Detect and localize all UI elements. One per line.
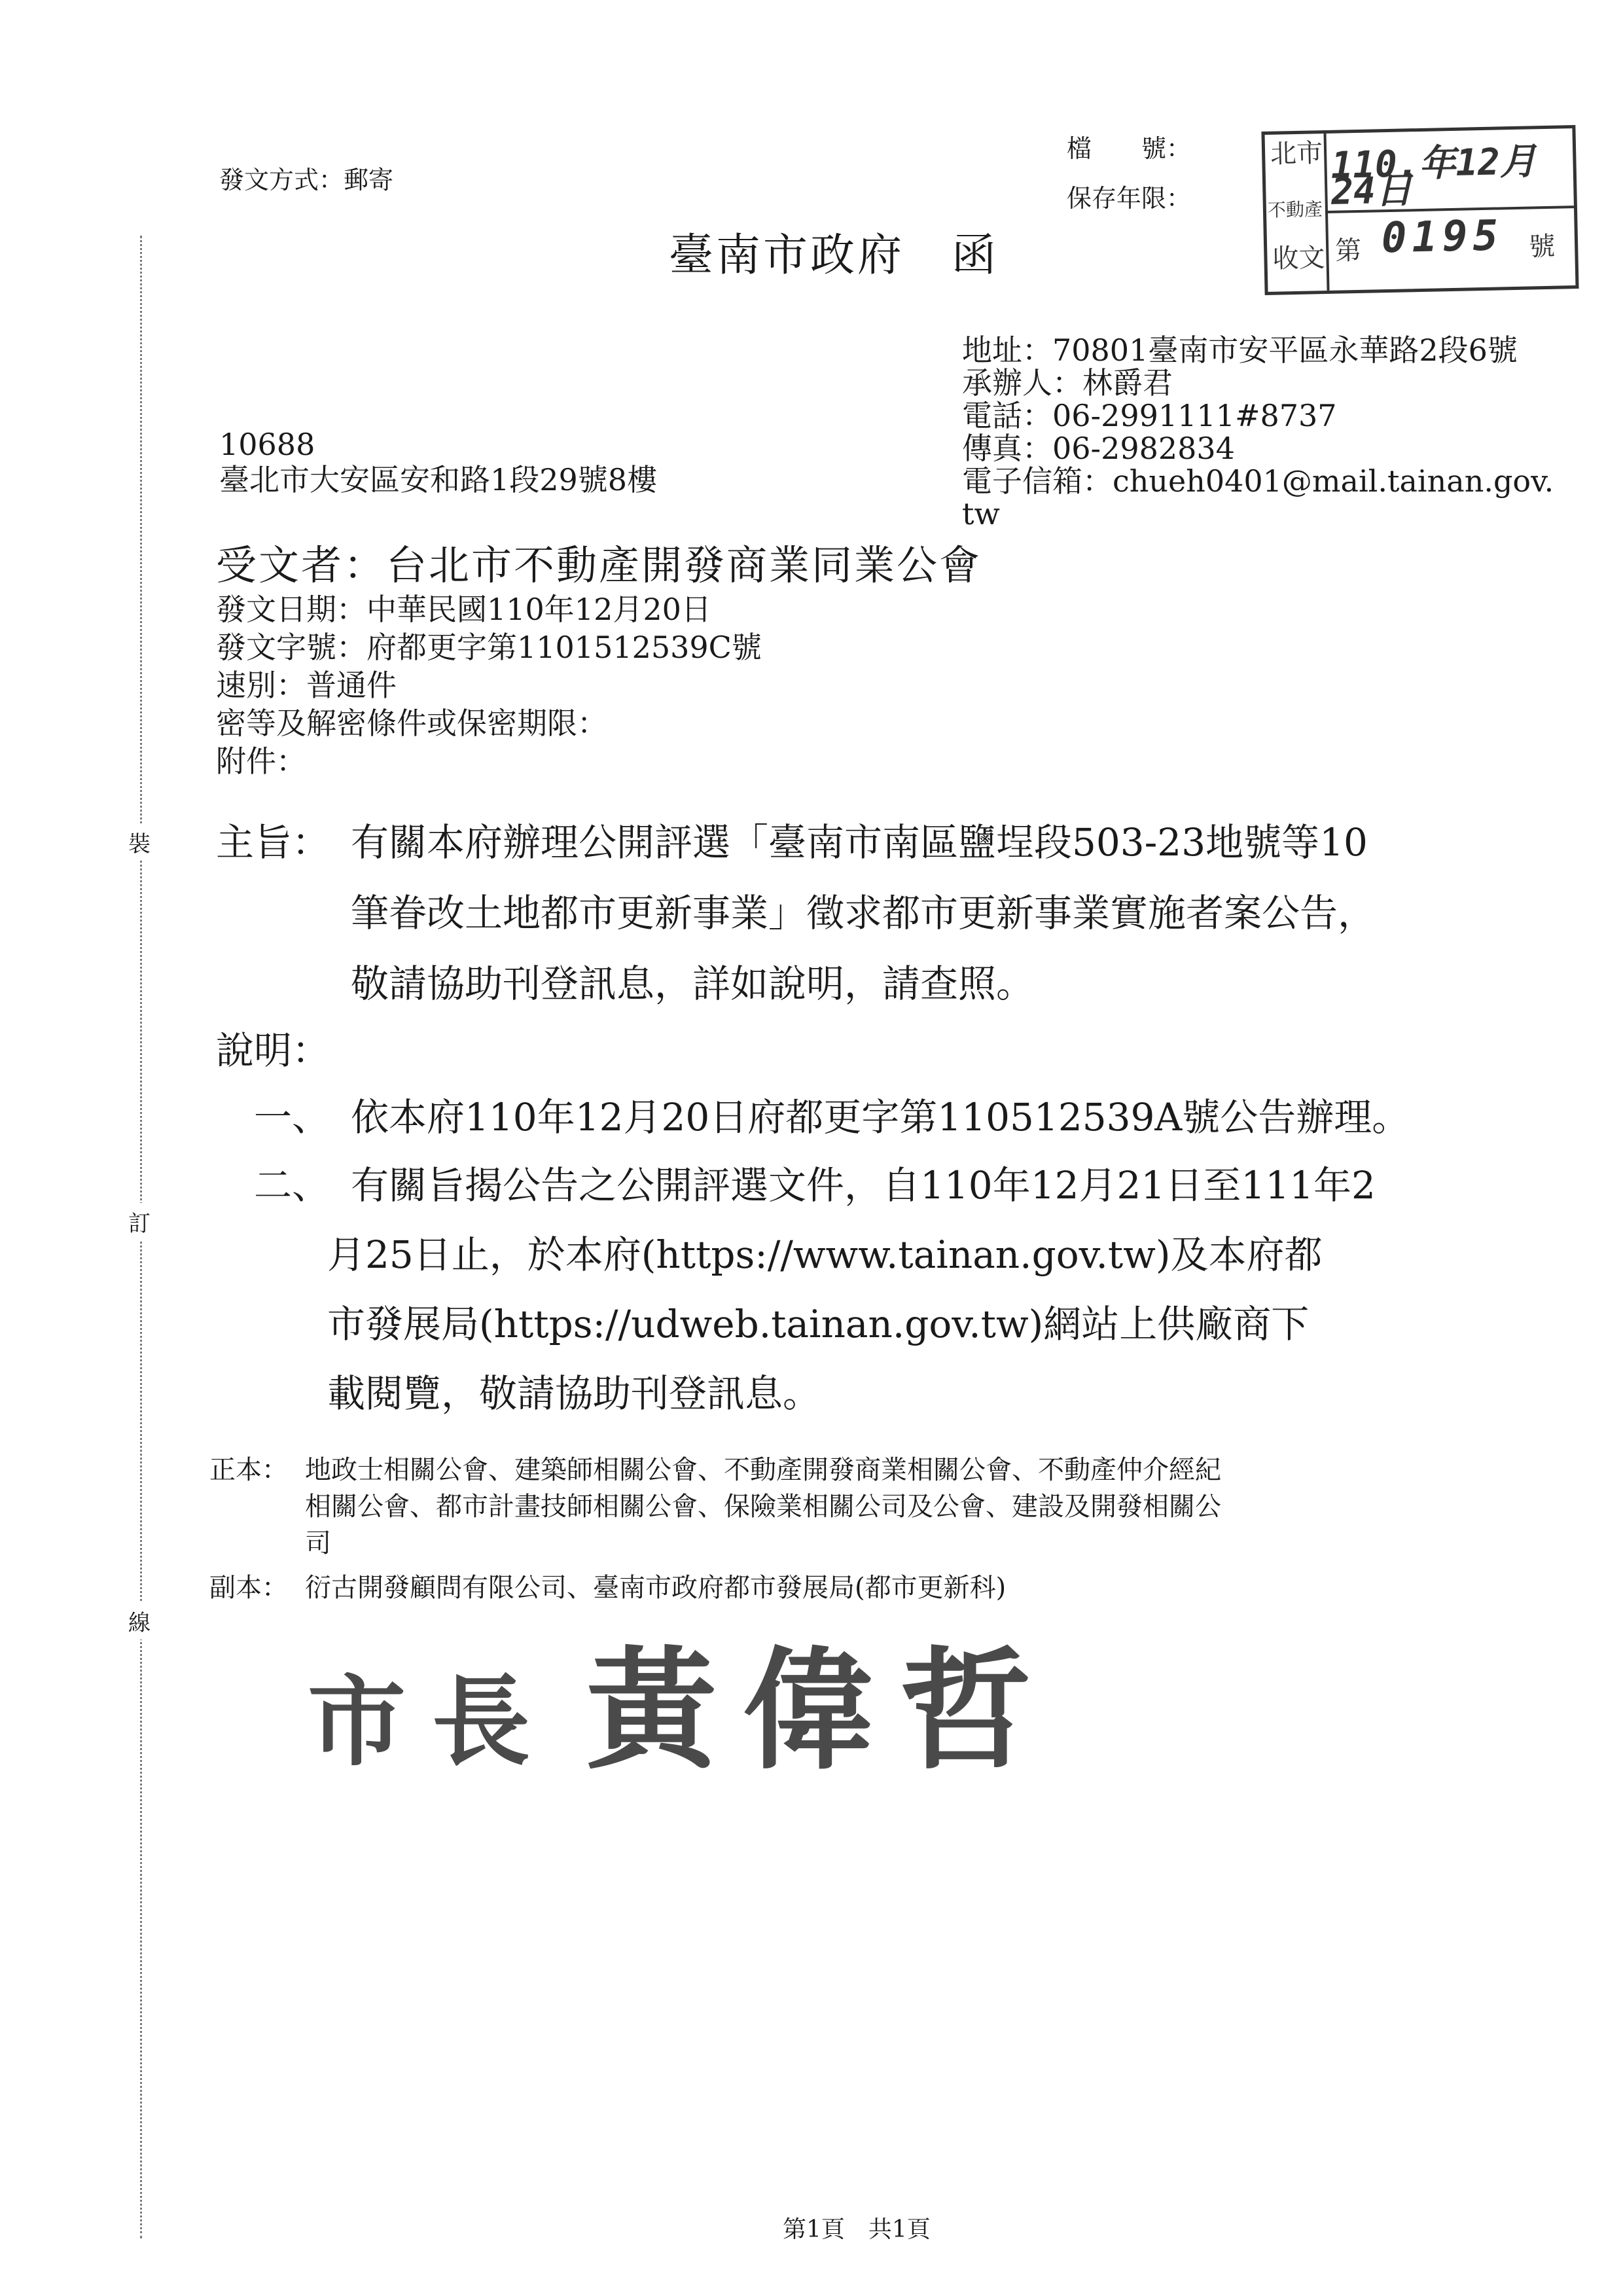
- contact-address: 地址：70801臺南市安平區永華路2段6號: [962, 332, 1518, 368]
- receipt-stamp: [1261, 125, 1578, 295]
- explanation-item-number: 一、: [254, 1095, 330, 1139]
- main-copy-line: 地政士相關公會、建築師相關公會、不動產開發商業相關公會、不動產仲介經紀: [305, 1455, 1221, 1485]
- attachment-label: 附件：: [216, 744, 306, 779]
- subject-label: 主旨：: [216, 820, 330, 865]
- subject-line: 有關本府辦理公開評選「臺南市南區鹽埕段503-23地號等10: [351, 820, 1368, 865]
- mayor-signature-seal: [308, 1635, 1093, 1787]
- contact-handler: 承辦人：林爵君: [962, 365, 1173, 401]
- subject-line: 敬請協助刊登訊息，詳如說明，請查照。: [351, 961, 1035, 1006]
- explanation-item-line: 月25日止，於本府(https://www.tainan.gov.tw)及本府都: [327, 1232, 1323, 1277]
- delivery-speed: 速別：普通件: [216, 668, 397, 703]
- carbon-copy-label: 副本：: [209, 1573, 288, 1603]
- subject-line: 筆眷改土地都市更新事業」徵求都市更新事業實施者案公告，: [351, 891, 1376, 935]
- binding-mark-xian: 線: [128, 1602, 151, 1640]
- recipient-postal-address: 臺北市大安區安和路1段29號8樓: [219, 462, 658, 497]
- explanation-item-line: 市發展局(https://udweb.tainan.gov.tw)網站上供廠商下: [327, 1302, 1310, 1346]
- binding-mark-zhuang: 裝: [128, 823, 151, 861]
- carbon-copy-recipients: 衍古開發顧問有限公司、臺南市政府都市發展局(都市更新科): [305, 1573, 1007, 1603]
- retention-period-label: 保存年限：: [1067, 184, 1192, 213]
- contact-fax: 傳真：06-2982834: [962, 431, 1235, 466]
- binding-mark-ding: 訂: [128, 1203, 151, 1240]
- document-title: 臺南市政府 函: [669, 230, 999, 281]
- secrecy-level: 密等及解密條件或保密期限：: [216, 706, 607, 741]
- stamp-received-date: 110.年12月24日: [1330, 140, 1537, 213]
- stamp-no-prefix: 第: [1334, 235, 1362, 266]
- contact-email-continued: tw: [962, 496, 1000, 531]
- send-method: 發文方式：郵寄: [219, 166, 394, 194]
- main-copy-line: 司: [305, 1528, 331, 1558]
- stamp-agency-mid: 不動產: [1267, 198, 1323, 221]
- contact-phone: 電話：06-2991111#8737: [962, 398, 1337, 433]
- main-copy-line: 相關公會、都市計畫技師相關公會、保險業相關公司及公會、建設及開發相關公: [305, 1492, 1221, 1522]
- explanation-item-line: 載閱覽，敬請協助刊登訊息。: [327, 1371, 821, 1416]
- stamp-agency-top: 北市: [1270, 138, 1323, 170]
- signature-title: 市長: [308, 1666, 557, 1780]
- stamp-received-number: 0195: [1381, 211, 1504, 263]
- stamp-no-suffix: 號: [1528, 231, 1556, 262]
- file-number-label: 檔 號：: [1067, 134, 1192, 163]
- recipient: 受文者：台北市不動產開發商業同業公會: [216, 541, 982, 589]
- page-number-footer: 第1頁 共1頁: [783, 2216, 931, 2243]
- main-copy-label: 正本：: [209, 1455, 288, 1485]
- signature-name: 黃偉哲: [586, 1635, 1058, 1787]
- explanation-item-line: 有關旨揭公告之公開評選文件，自110年12月21日至111年2: [351, 1163, 1376, 1208]
- explanation-label: 說明：: [216, 1028, 330, 1073]
- stamp-received-label: 收文: [1272, 243, 1325, 274]
- contact-email: 電子信箱：chueh0401@mail.tainan.gov.: [962, 463, 1554, 499]
- document-number: 發文字號：府都更字第1101512539C號: [216, 630, 762, 665]
- issue-date: 發文日期：中華民國110年12月20日: [216, 592, 711, 627]
- recipient-zip: 10688: [219, 427, 315, 462]
- explanation-item-number: 二、: [254, 1163, 330, 1208]
- explanation-item-line: 依本府110年12月20日府都更字第110512539A號公告辦理。: [351, 1095, 1410, 1139]
